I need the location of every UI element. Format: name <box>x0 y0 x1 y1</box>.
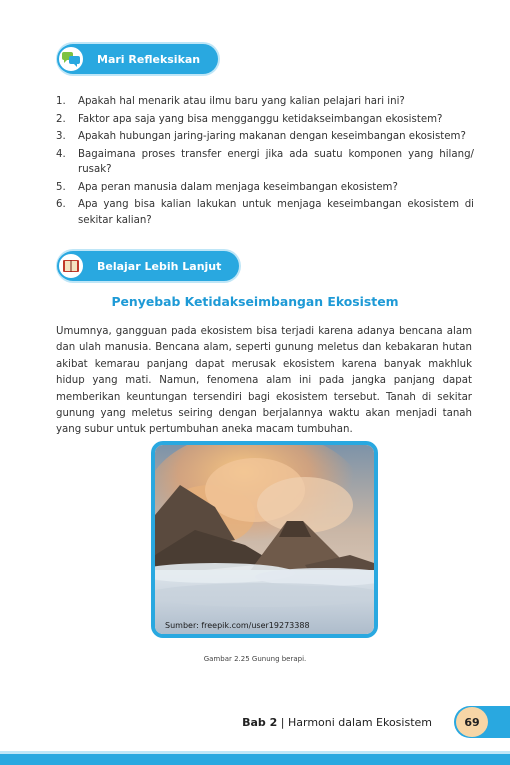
list-item: 4. Bagaimana proses transfer energi jika ada suatu komponen yang hilang/ rusak? <box>56 148 474 175</box>
photo-credit: Sumber: freepik.com/user19273388 <box>165 621 310 630</box>
footer-chapter <box>242 716 432 729</box>
chapter-number: Bab 2 <box>242 716 278 729</box>
book-icon <box>57 252 85 280</box>
bottom-bar <box>0 754 510 765</box>
page-number: 69 <box>456 707 488 737</box>
list-item: 1. Apakah hal menarik atau ilmu baru yang kalian pelajari hari ini? <box>56 96 405 107</box>
speech-bubbles-icon <box>57 45 85 73</box>
reflection-badge <box>58 44 218 74</box>
further-learning-badge-label: Belajar Lebih Lanjut <box>97 259 222 273</box>
list-item: 6. Apa yang bisa kalian lakukan untuk menjaga keseimbangan ekosistem di sekitar kalian? <box>56 199 474 226</box>
further-learning-badge <box>58 251 239 281</box>
footer-separator: | <box>277 716 288 729</box>
reflection-badge-label: Mari Refleksikan <box>97 52 201 66</box>
list-item: 3. Apakah hubungan jaring-jaring makanan dengan keseimbangan ekosistem? <box>56 131 466 142</box>
section-title: Penyebab Ketidakseimbangan Ekosistem <box>111 294 399 309</box>
figure-caption: Gambar 2.25 Gunung berapi. <box>203 655 307 663</box>
volcano-photo <box>151 441 378 638</box>
reflection-questions <box>56 94 474 230</box>
list-item: 2. Faktor apa saja yang bisa mengganggu ketidakseimbangan ekosistem? <box>56 113 443 125</box>
chapter-title: Harmoni dalam Ekosistem <box>287 716 432 729</box>
list-item: 5. Apa peran manusia dalam menjaga keseimbangan ekosistem? <box>56 181 398 193</box>
body-paragraph: Umumnya, gangguan pada ekosistem bisa terjadi karena adanya bencana alam dan ulah manusia. Bencana alam, seperti gunung meletus dan kebakaran hutan akibat kemarau panjang dapat merusak ekosistem karena banyak makhluk hidup yang mati. Namun, fenomena alam ini pada jangka panjang dapat memberikan keuntungan tersendiri bagi ekosistem tersebut. Tanah di sekitar gunung yang meletus seiring dengan berjalannya waktu akan menjadi tanah yang subur untuk pertumbuhan aneka macam tumbuhan. <box>56 326 472 436</box>
